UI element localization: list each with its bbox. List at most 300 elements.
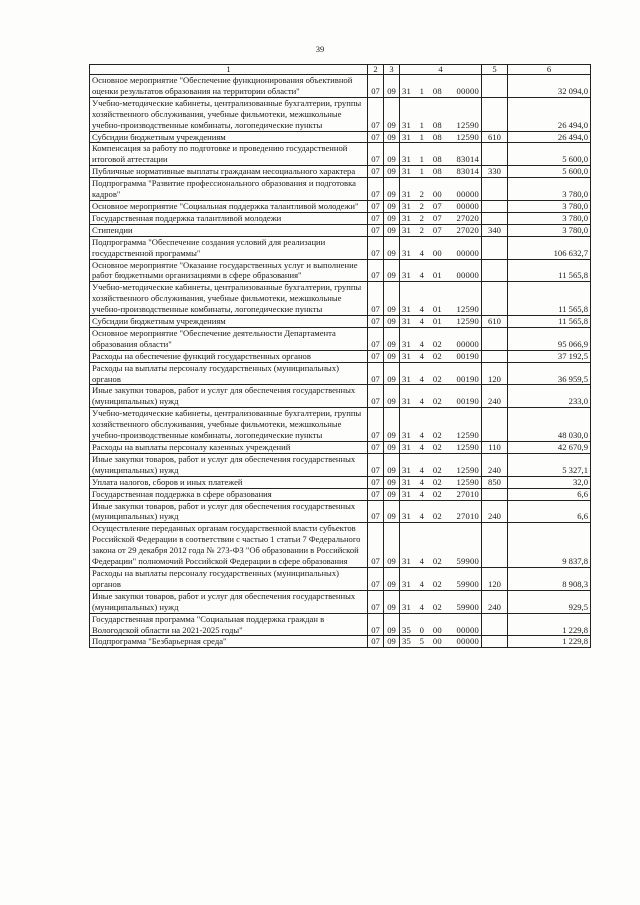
row-section: 07	[368, 259, 384, 282]
row-amount: 1 229,8	[508, 636, 591, 648]
row-name: Расходы на обеспечение функций государственных органов	[90, 350, 368, 362]
row-program-code	[400, 488, 482, 500]
row-program-code	[400, 523, 482, 568]
row-direction-part: 59900	[456, 556, 479, 567]
row-subsection: 09	[384, 259, 400, 282]
header-col-3: 3	[384, 65, 400, 75]
row-program-code	[400, 282, 482, 316]
row-event-part: 02	[432, 442, 442, 452]
row-name: Государственная поддержка в сфере образования	[90, 488, 368, 500]
row-program-code	[400, 590, 482, 613]
row-subprogram-part: 4	[419, 316, 425, 327]
row-program-part: 35	[402, 636, 411, 647]
row-amount: 95 066,9	[508, 327, 591, 350]
row-direction-part: 00000	[456, 200, 479, 211]
row-subprogram-part: 4	[419, 373, 425, 384]
table-row	[90, 453, 591, 476]
row-amount: 3 780,0	[508, 224, 591, 236]
table-row	[90, 259, 591, 282]
row-amount: 5 600,0	[508, 143, 591, 166]
row-amount: 36 959,5	[508, 362, 591, 385]
row-program-code	[400, 636, 482, 648]
row-name: Основное мероприятие "Социальная поддержка талантливой молодежи"	[90, 200, 368, 212]
row-event-part: 02	[432, 601, 442, 612]
row-subprogram-part: 5	[419, 636, 425, 647]
row-expense-type	[482, 259, 508, 282]
row-subsection: 09	[384, 327, 400, 350]
row-amount: 48 030,0	[508, 408, 591, 442]
row-direction-part: 12590	[456, 442, 479, 452]
row-section: 07	[368, 385, 384, 408]
row-program-code	[400, 236, 482, 259]
row-program-code	[400, 178, 482, 201]
row-direction-part: 00000	[456, 189, 479, 200]
row-section: 07	[368, 453, 384, 476]
row-program-part: 31	[402, 270, 411, 281]
row-direction-part: 83014	[456, 166, 479, 177]
row-program-part: 31	[402, 304, 411, 315]
row-amount: 9 837,8	[508, 523, 591, 568]
row-name: Основное мероприятие "Обеспечение функционирования объективной оценки результатов образования на территории области"	[90, 75, 368, 98]
row-subsection: 09	[384, 488, 400, 500]
table-row	[90, 131, 591, 143]
row-name: Государственная поддержка талантливой молодежи	[90, 212, 368, 224]
row-event-part: 00	[432, 189, 442, 200]
row-name: Государственная программа "Социальная поддержка граждан в Вологодской области на 2021-2025 годы"	[90, 613, 368, 636]
row-section: 07	[368, 500, 384, 523]
row-program-part: 31	[402, 430, 411, 441]
row-name: Иные закупки товаров, работ и услуг для обеспечения государственных (муниципальных) нужд	[90, 453, 368, 476]
row-program-part: 31	[402, 189, 411, 200]
row-direction-part: 83014	[456, 154, 479, 165]
row-direction-part: 12590	[456, 430, 479, 441]
row-program-part: 31	[402, 247, 411, 258]
row-section: 07	[368, 523, 384, 568]
table-row	[90, 567, 591, 590]
table-row	[90, 212, 591, 224]
row-direction-part: 00000	[456, 270, 479, 281]
row-event-part: 08	[432, 154, 442, 165]
row-program-code	[400, 97, 482, 131]
row-subprogram-part: 1	[419, 154, 425, 165]
row-section: 07	[368, 362, 384, 385]
row-expense-type	[482, 327, 508, 350]
row-section: 07	[368, 442, 384, 454]
row-amount: 6,6	[508, 488, 591, 500]
row-amount: 106 632,7	[508, 236, 591, 259]
row-expense-type	[482, 488, 508, 500]
table-row	[90, 488, 591, 500]
row-subprogram-part: 2	[419, 224, 425, 235]
row-direction-part: 00190	[456, 350, 479, 361]
row-direction-part: 27010	[456, 511, 479, 522]
row-subprogram-part: 4	[419, 488, 425, 499]
table-row	[90, 350, 591, 362]
row-section: 07	[368, 636, 384, 648]
row-event-part: 02	[432, 350, 442, 361]
row-subprogram-part: 2	[419, 189, 425, 200]
row-subsection: 09	[384, 362, 400, 385]
row-name: Расходы на выплаты персоналу государственных (муниципальных) органов	[90, 567, 368, 590]
row-program-code	[400, 476, 482, 488]
row-subsection: 09	[384, 143, 400, 166]
table-row	[90, 143, 591, 166]
row-program-part: 31	[402, 578, 411, 589]
row-event-part: 00	[432, 624, 442, 635]
header-col-6: 6	[508, 65, 591, 75]
row-program-code	[400, 143, 482, 166]
row-amount: 3 780,0	[508, 178, 591, 201]
row-event-part: 02	[432, 373, 442, 384]
table-row	[90, 224, 591, 236]
row-program-part: 31	[402, 338, 411, 349]
row-subprogram-part: 4	[419, 430, 425, 441]
page-number: 39	[315, 44, 325, 54]
row-expense-type	[482, 97, 508, 131]
row-subsection: 09	[384, 350, 400, 362]
row-subsection: 09	[384, 131, 400, 143]
row-program-code	[400, 385, 482, 408]
table-row	[90, 613, 591, 636]
row-program-part: 31	[402, 476, 411, 487]
row-subprogram-part: 4	[419, 578, 425, 589]
row-expense-type	[482, 282, 508, 316]
row-amount: 32 094,0	[508, 75, 591, 98]
row-name: Учебно-методические кабинеты, централизованные бухгалтерии, группы хозяйственного обслуживания, учебные фильмотеки, межшкольные учебно-производственные комбинаты, логопедические пункты	[90, 282, 368, 316]
row-expense-type: 110	[482, 442, 508, 454]
row-expense-type	[482, 523, 508, 568]
row-subprogram-part: 4	[419, 270, 425, 281]
row-amount: 11 565,8	[508, 259, 591, 282]
row-subprogram-part: 1	[419, 166, 425, 177]
row-subprogram-part: 4	[419, 304, 425, 315]
row-subsection: 09	[384, 236, 400, 259]
row-program-code	[400, 200, 482, 212]
table-row	[90, 442, 591, 454]
row-program-part: 31	[402, 166, 411, 177]
row-section: 07	[368, 178, 384, 201]
row-section: 07	[368, 408, 384, 442]
table-row	[90, 408, 591, 442]
row-section: 07	[368, 476, 384, 488]
row-event-part: 02	[432, 396, 442, 407]
row-amount: 1 229,8	[508, 613, 591, 636]
row-program-code	[400, 350, 482, 362]
row-subsection: 09	[384, 224, 400, 236]
row-event-part: 08	[432, 131, 442, 142]
row-event-part: 07	[432, 212, 442, 223]
row-amount: 8 908,3	[508, 567, 591, 590]
row-program-part: 31	[402, 464, 411, 475]
row-subprogram-part: 4	[419, 442, 425, 452]
row-subsection: 09	[384, 567, 400, 590]
row-name: Публичные нормативные выплаты гражданам несоциального характера	[90, 166, 368, 178]
table-row	[90, 523, 591, 568]
row-section: 07	[368, 567, 384, 590]
row-program-code	[400, 442, 482, 454]
table-row	[90, 500, 591, 523]
row-expense-type: 330	[482, 166, 508, 178]
row-program-part: 31	[402, 373, 411, 384]
row-amount: 3 780,0	[508, 212, 591, 224]
row-section: 07	[368, 488, 384, 500]
row-event-part: 01	[432, 304, 442, 315]
row-subsection: 09	[384, 166, 400, 178]
row-name: Стипендии	[90, 224, 368, 236]
row-program-part: 31	[402, 212, 411, 223]
row-event-part: 02	[432, 476, 442, 487]
row-expense-type	[482, 200, 508, 212]
table-row	[90, 476, 591, 488]
header-col-2: 2	[368, 65, 384, 75]
row-direction-part: 12590	[456, 316, 479, 327]
row-program-code	[400, 567, 482, 590]
row-section: 07	[368, 200, 384, 212]
row-direction-part: 27020	[456, 224, 479, 235]
row-direction-part: 00000	[456, 247, 479, 258]
row-amount: 5 327,1	[508, 453, 591, 476]
row-section: 07	[368, 327, 384, 350]
row-name: Подпрограмма "Обеспечение создания условий для реализации государственной программы"	[90, 236, 368, 259]
row-subprogram-part: 4	[419, 338, 425, 349]
header-col-5: 5	[482, 65, 508, 75]
row-subsection: 09	[384, 590, 400, 613]
row-subprogram-part: 4	[419, 247, 425, 258]
row-direction-part: 00190	[456, 373, 479, 384]
row-program-part: 31	[402, 224, 411, 235]
row-event-part: 02	[432, 488, 442, 499]
row-program-code	[400, 224, 482, 236]
row-event-part: 00	[432, 636, 442, 647]
row-subprogram-part: 4	[419, 601, 425, 612]
row-direction-part: 27010	[456, 488, 479, 499]
row-direction-part: 00000	[456, 338, 479, 349]
row-program-part: 31	[402, 556, 411, 567]
row-subsection: 09	[384, 476, 400, 488]
row-subprogram-part: 2	[419, 212, 425, 223]
row-section: 07	[368, 282, 384, 316]
row-subprogram-part: 4	[419, 556, 425, 567]
row-subsection: 09	[384, 408, 400, 442]
row-subsection: 09	[384, 316, 400, 328]
row-expense-type: 120	[482, 362, 508, 385]
row-name: Основное мероприятие "Оказание государственных услуг и выполнение работ бюджетными организациями в сфере образования"	[90, 259, 368, 282]
row-amount: 5 600,0	[508, 166, 591, 178]
row-program-part: 31	[402, 154, 411, 165]
row-expense-type	[482, 236, 508, 259]
row-direction-part: 00190	[456, 396, 479, 407]
row-amount: 26 494,0	[508, 131, 591, 143]
row-expense-type	[482, 350, 508, 362]
row-name: Иные закупки товаров, работ и услуг для обеспечения государственных (муниципальных) нужд	[90, 590, 368, 613]
row-subsection: 09	[384, 212, 400, 224]
row-subprogram-part: 1	[419, 131, 425, 142]
row-program-part: 35	[402, 624, 411, 635]
row-name: Иные закупки товаров, работ и услуг для обеспечения государственных (муниципальных) нужд	[90, 385, 368, 408]
row-event-part: 08	[432, 166, 442, 177]
row-amount: 37 192,5	[508, 350, 591, 362]
row-program-code	[400, 166, 482, 178]
row-subprogram-part: 4	[419, 464, 425, 475]
row-section: 07	[368, 350, 384, 362]
row-subsection: 09	[384, 282, 400, 316]
row-section: 07	[368, 212, 384, 224]
row-amount: 3 780,0	[508, 200, 591, 212]
row-program-code	[400, 212, 482, 224]
row-section: 07	[368, 143, 384, 166]
row-program-code	[400, 362, 482, 385]
row-subsection: 09	[384, 178, 400, 201]
row-expense-type: 850	[482, 476, 508, 488]
row-program-part: 31	[402, 601, 411, 612]
row-expense-type: 240	[482, 453, 508, 476]
row-subsection: 09	[384, 200, 400, 212]
row-event-part: 02	[432, 556, 442, 567]
row-subprogram-part: 4	[419, 511, 425, 522]
row-event-part: 00	[432, 247, 442, 258]
row-subsection: 09	[384, 75, 400, 98]
row-subprogram-part: 0	[419, 624, 425, 635]
row-amount: 11 565,8	[508, 282, 591, 316]
row-expense-type: 610	[482, 316, 508, 328]
row-expense-type	[482, 75, 508, 98]
row-amount: 233,0	[508, 385, 591, 408]
row-direction-part: 00000	[456, 636, 479, 647]
row-subprogram-part: 4	[419, 476, 425, 487]
row-direction-part: 00000	[456, 85, 479, 96]
row-expense-type: 240	[482, 590, 508, 613]
header-col-1: 1	[90, 65, 368, 75]
row-program-part: 31	[402, 350, 411, 361]
table-row	[90, 178, 591, 201]
row-section: 07	[368, 75, 384, 98]
row-program-part: 31	[402, 131, 411, 142]
row-amount: 26 494,0	[508, 97, 591, 131]
row-event-part: 07	[432, 200, 442, 211]
table-row	[90, 590, 591, 613]
row-program-part: 31	[402, 119, 411, 130]
table-row	[90, 282, 591, 316]
row-program-code	[400, 408, 482, 442]
row-expense-type	[482, 178, 508, 201]
row-amount: 6,6	[508, 500, 591, 523]
row-expense-type: 240	[482, 385, 508, 408]
table-row	[90, 316, 591, 328]
row-section: 07	[368, 316, 384, 328]
row-event-part: 01	[432, 270, 442, 281]
table-row	[90, 75, 591, 98]
table-row	[90, 327, 591, 350]
row-event-part: 02	[432, 578, 442, 589]
row-program-code	[400, 75, 482, 98]
row-name: Субсидии бюджетным учреждениям	[90, 316, 368, 328]
row-subsection: 09	[384, 97, 400, 131]
table-row	[90, 385, 591, 408]
row-direction-part: 12590	[456, 464, 479, 475]
row-name: Расходы на выплаты персоналу государственных (муниципальных) органов	[90, 362, 368, 385]
row-expense-type: 240	[482, 500, 508, 523]
row-expense-type: 610	[482, 131, 508, 143]
row-direction-part: 59900	[456, 601, 479, 612]
row-expense-type	[482, 613, 508, 636]
table-header-row	[90, 65, 591, 75]
table-row	[90, 166, 591, 178]
row-expense-type	[482, 143, 508, 166]
row-expense-type	[482, 636, 508, 648]
row-program-part: 31	[402, 511, 411, 522]
row-amount: 42 670,9	[508, 442, 591, 454]
row-amount: 32,0	[508, 476, 591, 488]
row-direction-part: 12590	[456, 119, 479, 130]
row-program-code	[400, 500, 482, 523]
row-section: 07	[368, 97, 384, 131]
row-direction-part: 00000	[456, 624, 479, 635]
table-row	[90, 236, 591, 259]
header-col-4: 4	[400, 65, 482, 75]
row-name: Иные закупки товаров, работ и услуг для обеспечения государственных (муниципальных) нужд	[90, 500, 368, 523]
row-name: Подпрограмма "Безбарьерная среда"	[90, 636, 368, 648]
row-section: 07	[368, 590, 384, 613]
row-program-part: 31	[402, 488, 411, 499]
row-section: 07	[368, 613, 384, 636]
row-name: Основное мероприятие "Обеспечение деятельности Департамента образования области"	[90, 327, 368, 350]
row-program-part: 31	[402, 200, 411, 211]
row-name: Подпрограмма "Развитие профессионального образования и подготовка кадров"	[90, 178, 368, 201]
row-program-part: 31	[402, 396, 411, 407]
row-expense-type	[482, 212, 508, 224]
row-name: Компенсация за работу по подготовке и проведению государственной итоговой аттестации	[90, 143, 368, 166]
row-subprogram-part: 1	[419, 85, 425, 96]
row-expense-type	[482, 408, 508, 442]
row-subprogram-part: 4	[419, 350, 425, 361]
row-name: Учебно-методические кабинеты, централизованные бухгалтерии, группы хозяйственного обслуживания, учебные фильмотеки, межшкольные учебно-производственные комбинаты, логопедические пункты	[90, 97, 368, 131]
row-event-part: 02	[432, 338, 442, 349]
row-subsection: 09	[384, 636, 400, 648]
table-row	[90, 362, 591, 385]
table-row	[90, 636, 591, 648]
row-program-code	[400, 327, 482, 350]
table-row	[90, 200, 591, 212]
row-program-code	[400, 613, 482, 636]
row-expense-type: 120	[482, 567, 508, 590]
row-event-part: 02	[432, 430, 442, 441]
row-amount: 929,5	[508, 590, 591, 613]
row-program-code	[400, 453, 482, 476]
row-program-code	[400, 316, 482, 328]
row-event-part: 07	[432, 224, 442, 235]
row-subsection: 09	[384, 500, 400, 523]
row-name: Учебно-методические кабинеты, централизованные бухгалтерии, группы хозяйственного обслуживания, учебные фильмотеки, межшкольные учебно-производственные комбинаты, логопедические пункты	[90, 408, 368, 442]
row-direction-part: 12590	[456, 131, 479, 142]
row-section: 07	[368, 224, 384, 236]
row-subsection: 09	[384, 442, 400, 454]
row-event-part: 02	[432, 511, 442, 522]
row-direction-part: 27020	[456, 212, 479, 223]
row-subsection: 09	[384, 523, 400, 568]
row-subprogram-part: 2	[419, 200, 425, 211]
row-program-part: 31	[402, 85, 411, 96]
row-event-part: 08	[432, 119, 442, 130]
row-subsection: 09	[384, 385, 400, 408]
row-name: Осуществление переданных органам государственной власти субъектов Российской Федерации в соответствии с частью 1 статьи 7 Федерального закона от 29 декабря 2012 года № 273-ФЗ "Об образовании в Российской Федерации" полномочий Российской Федерации в сфере образования	[90, 523, 368, 568]
row-subprogram-part: 4	[419, 396, 425, 407]
row-name: Субсидии бюджетным учреждениям	[90, 131, 368, 143]
row-event-part: 02	[432, 464, 442, 475]
row-subsection: 09	[384, 613, 400, 636]
row-direction-part: 59900	[456, 578, 479, 589]
row-subsection: 09	[384, 453, 400, 476]
row-program-code	[400, 259, 482, 282]
